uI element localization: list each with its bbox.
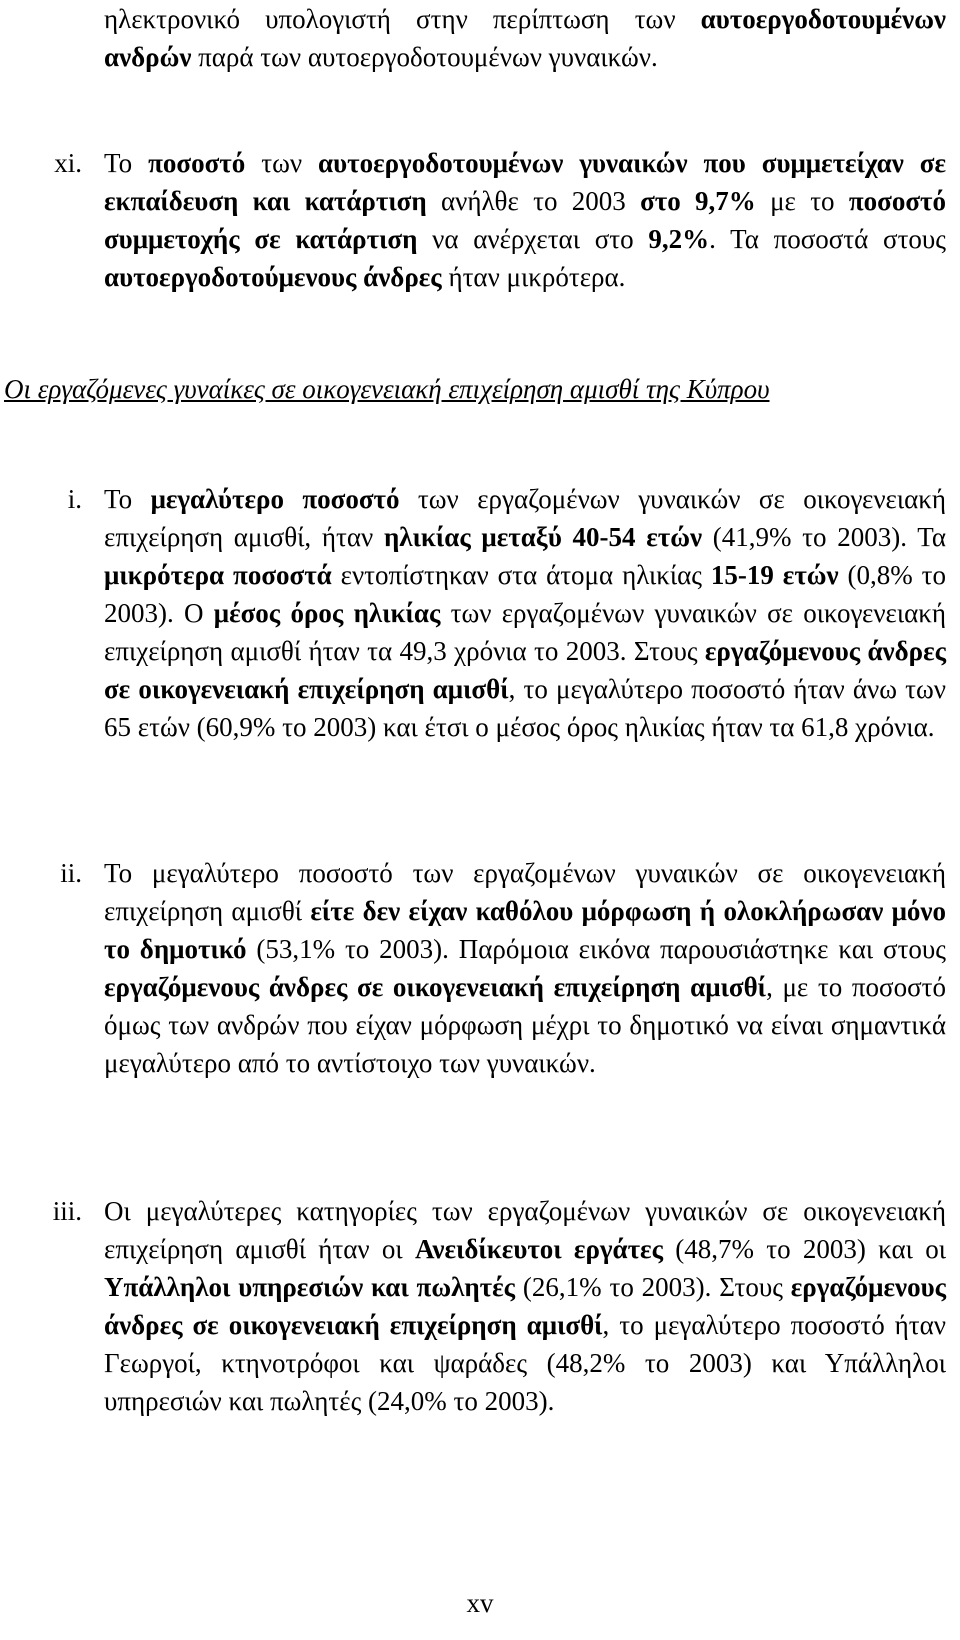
section-heading: Οι εργαζόμενες γυναίκες σε οικογενειακή επιχείρηση αμισθί της Κύπρου xyxy=(4,374,770,404)
list-item-text: Το ποσοστό των αυτοεργοδοτουμένων γυναικών που συμμετείχαν σε εκπαίδευση και κατάρτιση ανήλθε το 2003 στο 9,7% με το ποσοστό συμμετοχής σε κατάρτιση να ανέρχεται στο 9,2%. Τα ποσοστά στους αυτοεργοδοτούμενους άνδρες ήταν μικρότερα. xyxy=(104,148,946,292)
list-number: ii. xyxy=(60,858,82,888)
list-item-text: Το μεγαλύτερο ποσοστό των εργαζομένων γυναικών σε οικογενειακή επιχείρηση αμισθί είτε δεν είχαν καθόλου μόρφωση ή ολοκλήρωσαν μόνο το δημοτικό (53,1% το 2003). Παρόμοια εικόνα παρουσιάστηκε και στους εργαζόμενους άνδρες σε οικογενειακή επιχείρηση αμισθί, με το ποσοστό όμως των ανδρών που είχαν μόρφωση μέχρι το δημοτικό να είναι σημαντικά μεγαλύτερο από το αντίστοιχο των γυναικών. xyxy=(104,858,946,1078)
list-number: xi. xyxy=(54,148,82,178)
page-number: xv xyxy=(466,1588,494,1618)
list-number: i. xyxy=(67,484,82,514)
list-item-text: Το μεγαλύτερο ποσοστό των εργαζομένων γυναικών σε οικογενειακή επιχείρηση αμισθί, ήταν ηλικίας μεταξύ 40-54 ετών (41,9% το 2003). Τα μικρότερα ποσοστά εντοπίστηκαν στα άτομα ηλικίας 15-19 ετών (0,8% το 2003). Ο μέσος όρος ηλικίας των εργαζομένων γυναικών σε οικογενειακή επιχείρηση αμισθί ήταν τα 49,3 χρόνια το 2003. Στους εργαζόμενους άνδρες σε οικογενειακή επιχείρηση αμισθί, το μεγαλύτερο ποσοστό ήταν άνω των 65 ετών (60,9% το 2003) και έτσι ο μέσος όρος ηλικίας ήταν τα 61,8 χρόνια. xyxy=(104,484,946,742)
list-item-text: Οι μεγαλύτερες κατηγορίες των εργαζομένων γυναικών σε οικογενειακή επιχείρηση αμισθί ήταν οι Ανειδίκευτοι εργάτες (48,7% το 2003) και οι Υπάλληλοι υπηρεσιών και πωλητές (26,1% το 2003). Στους εργαζόμενους άνδρες σε οικογενειακή επιχείρηση αμισθί, το μεγαλύτερο ποσοστό ήταν Γεωργοί, κτηνοτρόφοι και ψαράδες (48,2% το 2003) και Υπάλληλοι υπηρεσιών και πωλητές (24,0% το 2003). xyxy=(104,1196,946,1416)
intro-text: ηλεκτρονικό υπολογιστή στην περίπτωση των αυτοεργοδοτουμένων ανδρών παρά των αυτοεργοδοτουμένων γυναικών. xyxy=(104,4,946,72)
list-number: iii. xyxy=(52,1196,82,1226)
